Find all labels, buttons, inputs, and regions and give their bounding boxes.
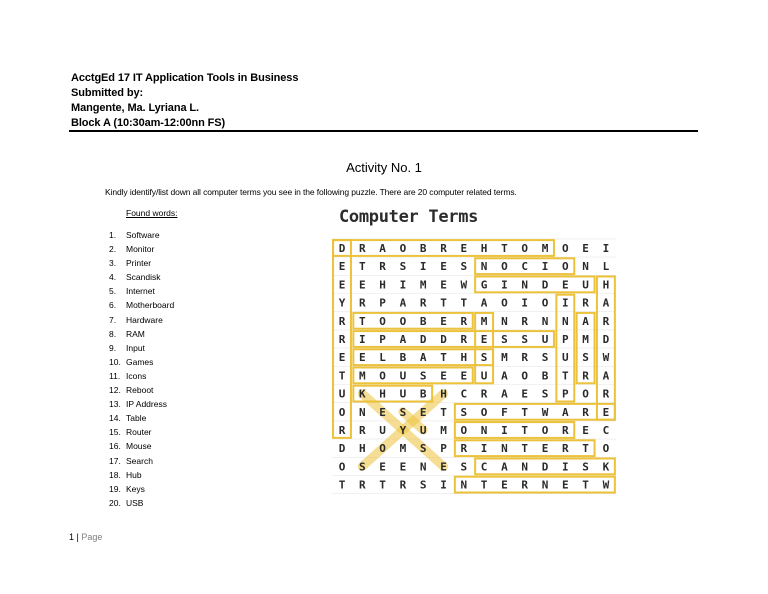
grid-letter: E (460, 242, 468, 255)
grid-letter: S (419, 369, 427, 383)
grid-letter: S (399, 260, 407, 274)
grid-letter: H (379, 387, 386, 401)
grid-letter: A (480, 296, 488, 310)
found-word-item (109, 327, 174, 341)
found-words-label: Found words: (126, 208, 178, 218)
grid-letter: F (501, 405, 508, 419)
grid-letter: B (419, 387, 427, 401)
grid-letter: A (399, 296, 407, 310)
grid-letter: O (561, 242, 569, 255)
grid-letter: D (419, 333, 427, 346)
grid-letter: N (582, 260, 589, 274)
grid-letter: P (561, 333, 569, 346)
grid-letter: D (541, 460, 549, 474)
found-word-number: 5. (109, 286, 117, 297)
grid-letter: O (521, 242, 529, 255)
grid-letter: R (419, 296, 427, 310)
grid-letter: R (602, 314, 610, 328)
found-word-text: Icons (126, 370, 147, 381)
found-word-item (109, 383, 174, 397)
found-word-text: Games (126, 356, 154, 367)
grid-letter: S (501, 333, 508, 346)
grid-letter: O (582, 387, 589, 401)
page-label: Page (81, 532, 103, 542)
found-word-item (109, 397, 174, 411)
grid-letter: A (582, 314, 589, 328)
course-title: AcctgEd 17 IT Application Tools in Business (71, 72, 299, 84)
grid-letter: S (460, 260, 468, 274)
grid-letter: S (582, 460, 589, 474)
grid-letter: U (480, 369, 488, 383)
grid-letter: E (358, 351, 366, 365)
found-word-text: Router (126, 427, 152, 438)
grid-letter: N (419, 460, 427, 474)
grid-letter: I (501, 278, 508, 292)
grid-letter: U (379, 424, 386, 437)
grid-letter: T (582, 442, 589, 456)
grid-letter: D (338, 242, 346, 255)
grid-letter: R (358, 296, 366, 310)
word-highlight-box (475, 277, 594, 293)
grid-letter: B (419, 242, 427, 255)
found-word-text: RAM (126, 328, 145, 339)
grid-letter: D (541, 278, 549, 292)
found-word-text: Internet (126, 286, 155, 297)
grid-letter: E (399, 460, 407, 474)
grid-letter: R (582, 296, 589, 310)
grid-letter: Y (338, 296, 346, 310)
grid-letter: O (379, 442, 386, 456)
grid-letter: O (480, 405, 488, 419)
grid-letter: R (582, 369, 589, 383)
grid-letter: M (440, 424, 447, 437)
grid-letter: E (440, 314, 447, 328)
grid-letter: E (582, 424, 589, 437)
grid-letter: E (480, 333, 488, 346)
word-highlight-box (353, 313, 472, 329)
grid-letter: R (561, 424, 569, 437)
grid-letter: C (602, 424, 610, 437)
grid-letter: I (440, 478, 447, 492)
grid-letter: O (501, 296, 508, 310)
grid-letter: R (338, 333, 346, 346)
found-word-item (109, 439, 174, 453)
grid-letter: N (501, 314, 508, 328)
found-words-list (109, 228, 174, 510)
found-word-item (109, 270, 174, 284)
grid-letter: M (582, 333, 589, 346)
found-word-item (109, 313, 174, 327)
grid-letter: R (521, 351, 529, 365)
grid-letter: N (460, 478, 468, 492)
grid-letter: R (521, 478, 529, 492)
found-word-text: Hub (126, 469, 142, 480)
grid-letter: N (480, 260, 488, 274)
grid-letter: R (480, 387, 488, 401)
class-block: Block A (10:30am-12:00nn FS) (71, 117, 226, 129)
word-search-grid (330, 234, 626, 500)
grid-letter: H (358, 442, 366, 456)
grid-letter: M (419, 278, 427, 292)
grid-letter: R (358, 478, 366, 492)
grid-letter: E (460, 369, 468, 383)
word-highlight-box (455, 477, 615, 493)
grid-letter: O (338, 460, 346, 474)
grid-letter: L (379, 351, 386, 365)
grid-letter: E (338, 278, 346, 292)
grid-letter: N (358, 405, 366, 419)
grid-letter: U (561, 351, 569, 365)
word-highlight-box (455, 404, 615, 420)
grid-letter: W (602, 478, 610, 492)
grid-letter: E (358, 278, 366, 292)
grid-letter: I (501, 424, 508, 437)
grid-letter: E (602, 405, 610, 419)
grid-letter: I (480, 442, 488, 456)
found-word-number: 20. (109, 497, 121, 508)
grid-letter: O (521, 369, 529, 383)
grid-letter: T (521, 405, 529, 419)
activity-title: Activity No. 1 (346, 160, 422, 175)
grid-letter: M (358, 369, 366, 383)
grid-letter: N (521, 460, 529, 474)
found-word-text: Table (126, 413, 147, 424)
grid-letter: E (561, 478, 569, 492)
grid-letter: O (399, 242, 407, 255)
found-word-number: 12. (109, 385, 121, 396)
grid-letter: C (521, 260, 529, 274)
found-word-number: 19. (109, 483, 121, 494)
grid-letter: O (541, 424, 549, 437)
found-word-number: 9. (109, 342, 117, 353)
grid-letter: G (480, 278, 488, 292)
grid-letter: E (521, 387, 529, 401)
grid-letter: T (480, 478, 488, 492)
found-word-number: 18. (109, 469, 121, 480)
grid-letter: O (338, 405, 346, 419)
grid-letter: D (602, 333, 610, 346)
page-footer (69, 532, 102, 542)
grid-letter: I (602, 242, 610, 255)
grid-letter: O (561, 260, 569, 274)
found-word-number: 13. (109, 399, 121, 410)
grid-letter: R (379, 260, 386, 274)
grid-letter: P (440, 442, 447, 456)
grid-letter: S (358, 460, 366, 474)
found-word-text: USB (126, 497, 144, 508)
grid-letter: T (358, 260, 366, 274)
grid-letter: E (582, 242, 589, 255)
grid-letter: E (561, 278, 569, 292)
grid-letter: A (561, 405, 569, 419)
found-word-item (109, 355, 174, 369)
grid-letter: U (399, 369, 407, 383)
grid-letter: R (460, 442, 468, 456)
grid-letter: R (358, 424, 366, 437)
grid-letter: U (399, 387, 407, 401)
found-word-text: Monitor (126, 244, 155, 255)
found-word-number: 4. (109, 272, 117, 283)
found-word-number: 16. (109, 441, 121, 452)
found-word-number: 3. (109, 258, 117, 269)
grid-letter: E (440, 369, 447, 383)
grid-letter: R (460, 333, 468, 346)
footer-separator: | (76, 532, 79, 542)
grid-letter: U (541, 333, 549, 346)
grid-letter: A (419, 351, 427, 365)
grid-letter: T (338, 369, 346, 383)
found-word-item (109, 468, 174, 482)
grid-letter: A (399, 333, 407, 346)
grid-letter: D (338, 442, 346, 456)
word-highlight-box (353, 368, 472, 384)
grid-letter: E (501, 478, 508, 492)
found-word-number: 2. (109, 244, 117, 255)
grid-letter: M (541, 242, 549, 255)
grid-letter: O (602, 442, 610, 456)
grid-letter: L (602, 260, 610, 274)
grid-letter: I (399, 278, 407, 292)
grid-letter: M (399, 442, 407, 456)
grid-letter: D (440, 333, 447, 346)
page-number: 1 (69, 532, 75, 542)
found-word-item (109, 369, 174, 383)
found-word-text: Reboot (126, 385, 154, 396)
found-word-number: 7. (109, 314, 117, 325)
found-word-text: Scandisk (126, 272, 161, 283)
grid-letter: O (460, 424, 468, 437)
grid-letter: E (338, 351, 346, 365)
grid-letter: R (338, 424, 346, 437)
found-word-number: 1. (109, 230, 117, 240)
grid-letter: T (440, 296, 447, 310)
document-header (71, 71, 298, 131)
grid-letter: R (338, 314, 346, 328)
found-word-text: Motherboard (126, 300, 175, 311)
found-word-text: Printer (126, 258, 152, 269)
grid-letter: R (521, 314, 529, 328)
grid-letter: N (480, 424, 488, 437)
puzzle-title: Computer Terms (339, 207, 479, 227)
found-word-text: Hardware (126, 314, 163, 325)
grid-letter: C (480, 460, 488, 474)
grid-letter: I (419, 260, 427, 274)
grid-letter: O (541, 296, 549, 310)
grid-letter: H (460, 351, 468, 365)
grid-letter: U (338, 387, 346, 401)
grid-letter: E (379, 460, 386, 474)
grid-letter: S (460, 405, 468, 419)
grid-letter: T (561, 369, 569, 383)
grid-letter: R (602, 387, 610, 401)
grid-letter: S (541, 387, 549, 401)
found-word-number: 15. (109, 427, 121, 438)
grid-letter: R (358, 242, 366, 255)
grid-letter: S (399, 405, 407, 419)
grid-letter: T (582, 478, 589, 492)
found-word-item (109, 496, 174, 510)
found-word-text: Software (126, 230, 160, 240)
found-word-item (109, 228, 174, 242)
grid-letter: T (379, 478, 386, 492)
found-word-item (109, 454, 174, 468)
grid-letter: T (338, 478, 346, 492)
grid-letter: H (440, 387, 447, 401)
student-name: Mangente, Ma. Lyriana L. (71, 102, 199, 114)
word-highlight-box (455, 422, 574, 438)
grid-letter: W (602, 351, 610, 365)
activity-instructions: Kindly identify/list down all computer terms you see in the following puzzle. There are 20 computer related terms. (105, 187, 517, 197)
grid-letter: N (521, 278, 529, 292)
found-word-number: 11. (109, 370, 121, 381)
grid-letter: C (460, 387, 468, 401)
found-word-text: Search (126, 455, 153, 466)
found-word-text: Input (126, 342, 145, 353)
grid-letter: R (561, 442, 569, 456)
grid-letter: R (440, 242, 447, 255)
grid-letter: E (440, 460, 447, 474)
grid-letter: A (602, 296, 610, 310)
grid-letter: I (521, 296, 529, 310)
grid-letter: B (399, 351, 407, 365)
grid-letter: A (501, 460, 508, 474)
grid-letter: O (379, 314, 386, 328)
grid-letter: I (561, 296, 569, 310)
grid-letter: R (460, 314, 468, 328)
grid-letter: A (602, 369, 610, 383)
grid-letter: W (460, 278, 468, 292)
found-word-item (109, 256, 174, 270)
grid-letter: P (561, 387, 569, 401)
grid-letter: P (379, 296, 386, 310)
grid-letter: T (440, 351, 447, 365)
grid-letter: U (582, 278, 589, 292)
grid-letter: N (561, 314, 569, 328)
grid-letter: E (541, 442, 549, 456)
grid-letter: R (582, 405, 589, 419)
grid-letter: B (419, 314, 427, 328)
found-word-item (109, 298, 174, 312)
grid-letter: O (501, 260, 508, 274)
found-word-number: 8. (109, 328, 117, 339)
grid-letter: S (480, 351, 488, 365)
grid-letter: U (419, 424, 427, 437)
grid-letter: Y (399, 424, 407, 437)
grid-letter: A (379, 242, 386, 255)
grid-letter: T (521, 442, 529, 456)
grid-letter: T (501, 242, 508, 255)
grid-letter: H (379, 278, 386, 292)
grid-letter: T (358, 314, 366, 328)
grid-letter: H (602, 278, 610, 292)
grid-letter: M (480, 314, 488, 328)
found-word-number: 17. (109, 455, 121, 466)
found-word-number: 14. (109, 413, 121, 424)
grid-letter: E (440, 260, 447, 274)
grid-letter: I (358, 333, 366, 346)
found-word-item (109, 482, 174, 496)
grid-letter: M (501, 351, 508, 365)
submitted-by-label: Submitted by: (71, 87, 144, 99)
grid-letter: E (419, 405, 427, 419)
found-word-item (109, 425, 174, 439)
grid-letter: E (379, 405, 386, 419)
grid-letter: S (521, 333, 529, 346)
found-word-text: Mouse (126, 441, 152, 452)
grid-letter: K (358, 387, 366, 401)
grid-letter: O (399, 314, 407, 328)
grid-letter: W (541, 405, 549, 419)
grid-letter: B (541, 369, 549, 383)
grid-letter: N (541, 478, 549, 492)
found-word-number: 10. (109, 356, 121, 367)
found-word-number: 6. (109, 300, 117, 311)
grid-letter: K (602, 460, 610, 474)
grid-letter: T (440, 405, 447, 419)
found-word-item (109, 242, 174, 256)
grid-letter: S (541, 351, 549, 365)
grid-letter: S (460, 460, 468, 474)
found-word-item (109, 411, 174, 425)
header-divider (69, 130, 698, 132)
grid-letter: I (561, 460, 569, 474)
found-word-item (109, 341, 174, 355)
found-word-text: IP Address (126, 399, 167, 410)
grid-letter: P (379, 333, 386, 346)
grid-letter: E (440, 278, 447, 292)
grid-letter: A (501, 369, 508, 383)
grid-letter: S (419, 442, 427, 456)
grid-letter: N (501, 442, 508, 456)
grid-letter: S (582, 351, 589, 365)
grid-letter: E (338, 260, 346, 274)
grid-letter: T (460, 296, 468, 310)
found-word-item (109, 284, 174, 298)
grid-letter: I (541, 260, 549, 274)
grid-letter: A (501, 387, 508, 401)
grid-letter: N (541, 314, 549, 328)
grid-letter: O (379, 369, 386, 383)
grid-letter: T (521, 424, 529, 437)
grid-letter: R (399, 478, 407, 492)
found-word-text: Keys (126, 483, 145, 494)
grid-letter: S (419, 478, 427, 492)
grid-letter: H (480, 242, 488, 255)
